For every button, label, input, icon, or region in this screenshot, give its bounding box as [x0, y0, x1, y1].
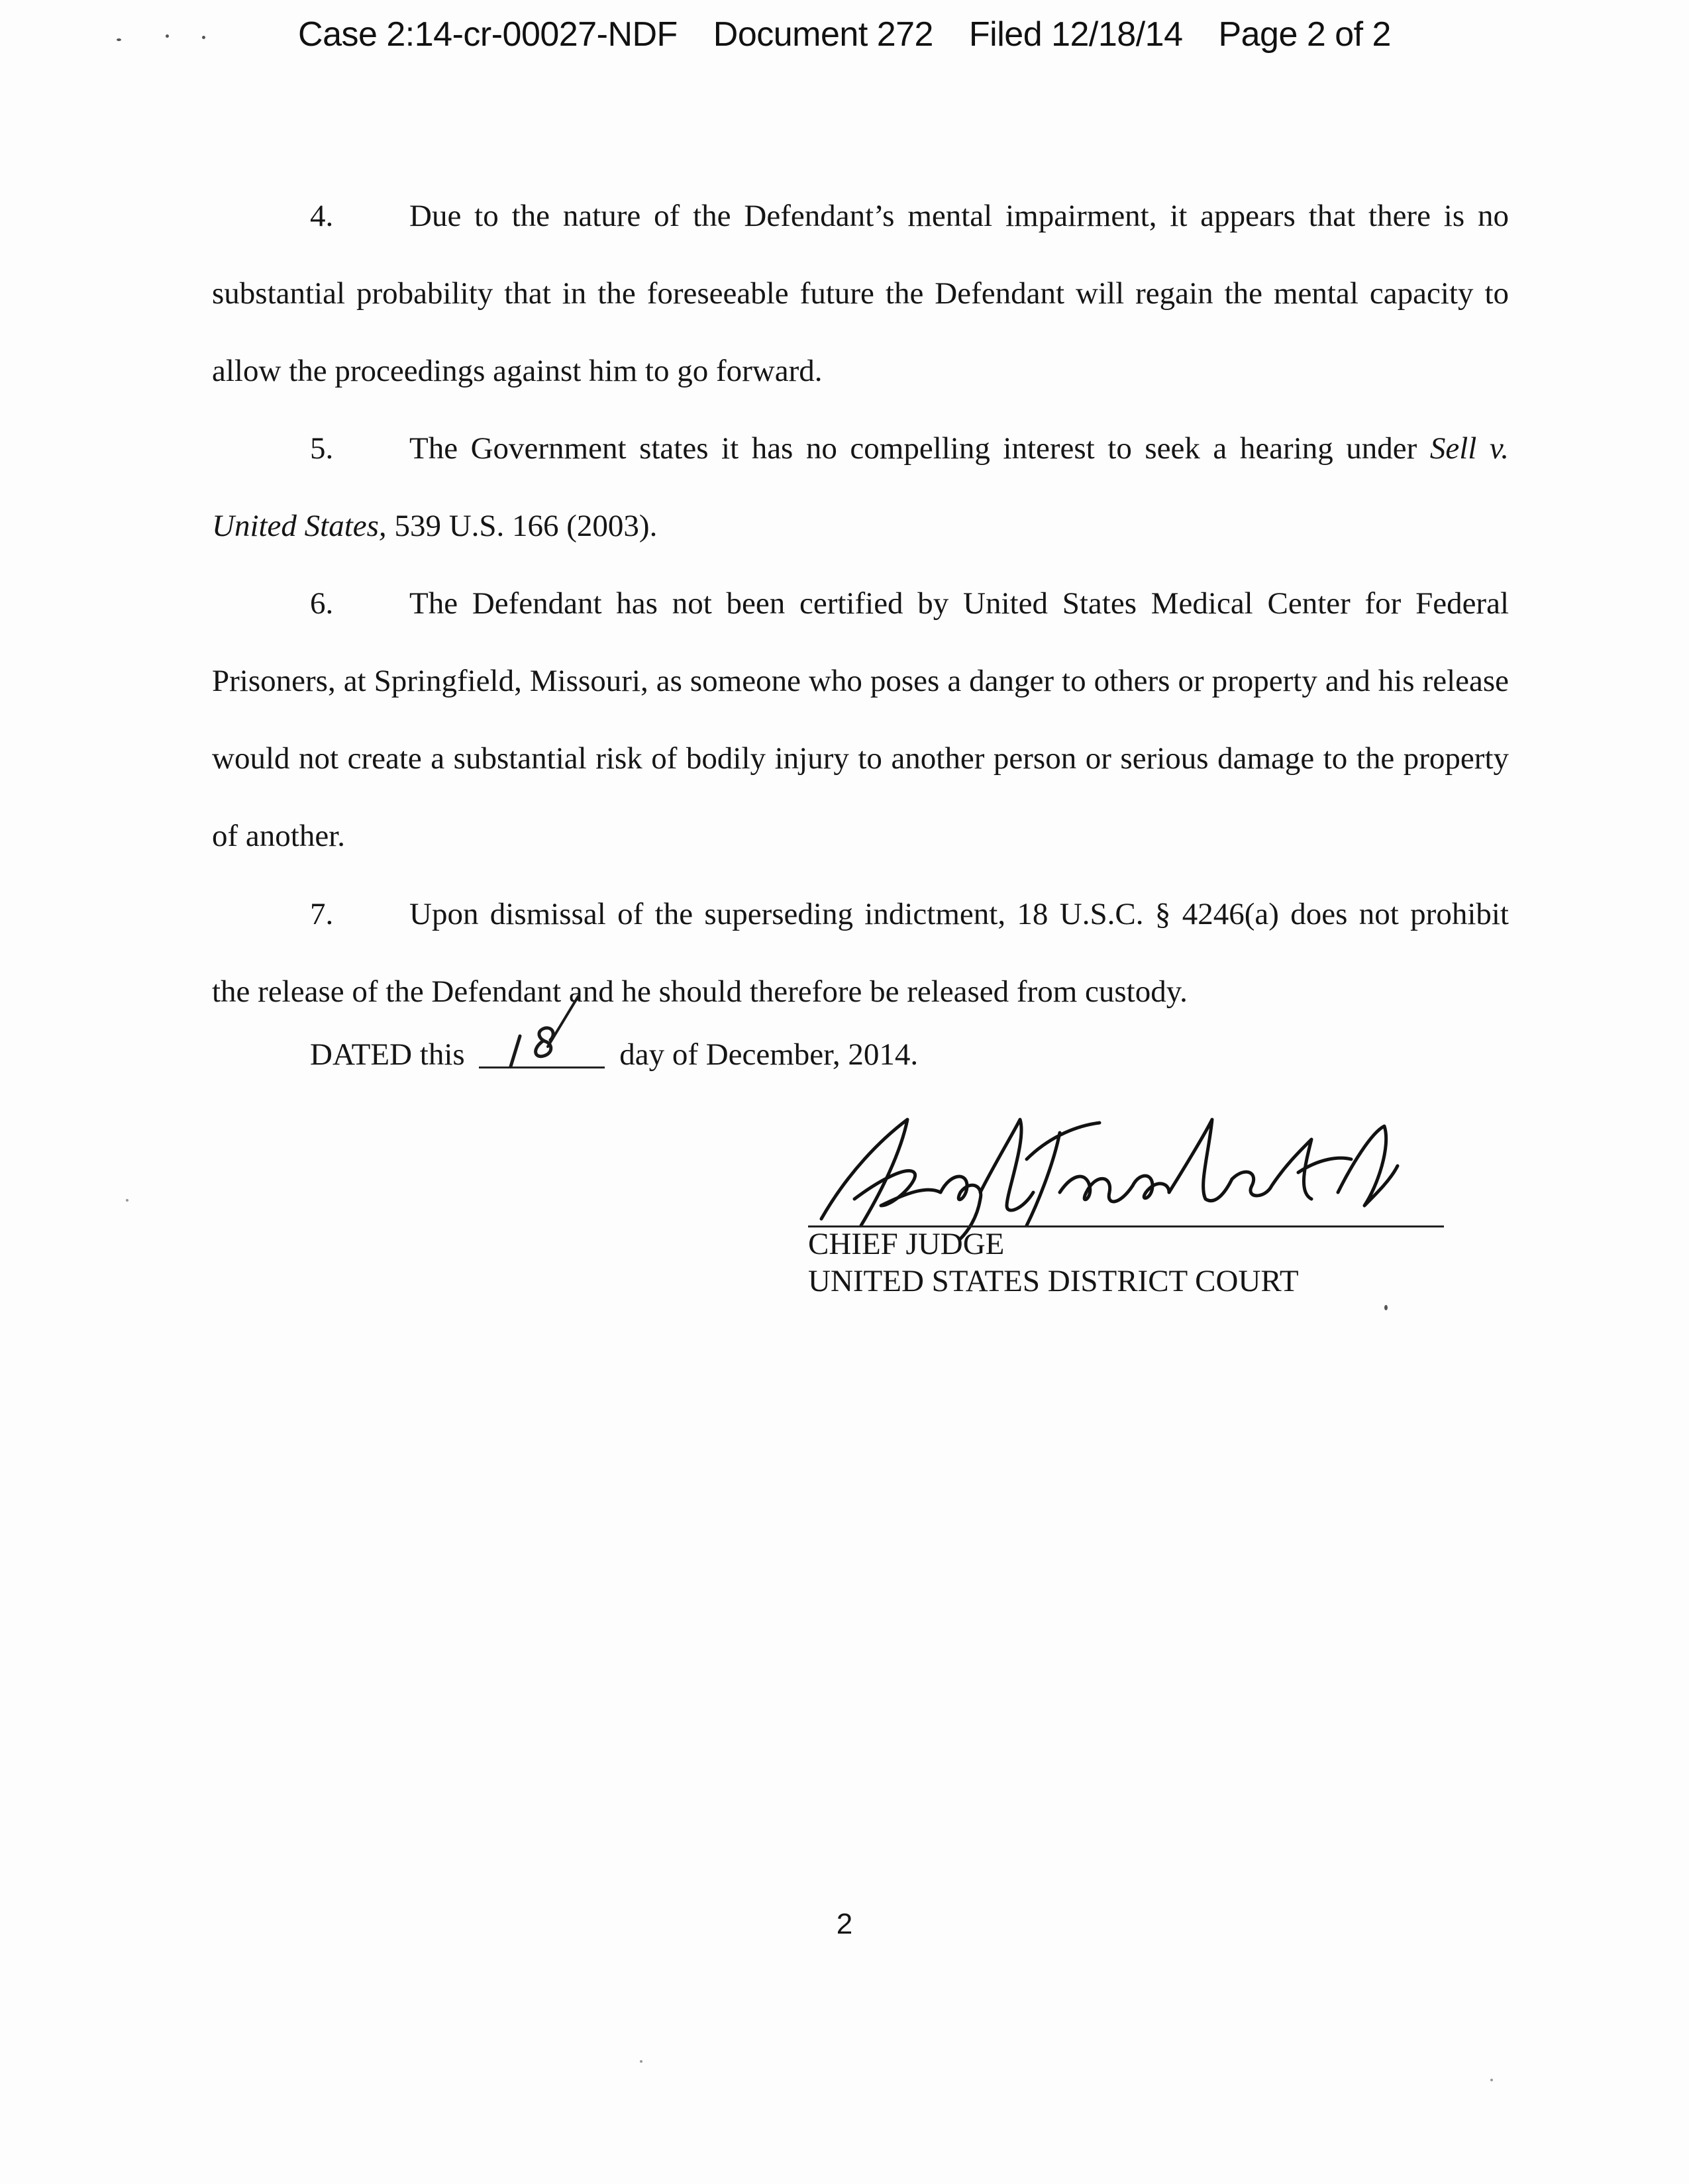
scan-speck	[166, 34, 169, 38]
paragraph-text: Due to the nature of the Defendant’s mental impairment, it appears that there is no substantial probability that in the foreseeable future the Defendant will regain the mental capacity to allow the proceedings against him to go forward.	[212, 199, 1509, 388]
paragraph-7	[212, 876, 1509, 1031]
scan-speck	[126, 1199, 128, 1202]
court-name: UNITED STATES DISTRICT COURT	[808, 1264, 1299, 1298]
page-count: Page 2 of 2	[1218, 15, 1391, 54]
dated-prefix: DATED this	[310, 1037, 465, 1072]
case-citation-name: Sell v. United States,	[212, 431, 1509, 543]
paragraph-5	[212, 410, 1509, 565]
page-number: 2	[836, 1908, 853, 1940]
scan-speck	[117, 38, 121, 41]
judge-signature	[808, 1093, 1444, 1245]
paragraph-text: Upon dismissal of the superseding indictment, 18 U.S.C. § 4246(a) does not prohibit the release of the Defendant and he should therefore be released from custody.	[212, 897, 1509, 1009]
scan-speck	[1490, 2079, 1493, 2081]
paragraph-6	[212, 565, 1509, 875]
scan-speck	[202, 36, 205, 39]
judge-title: CHIEF JUDGE	[808, 1227, 1005, 1261]
paragraph-text: The Defendant has not been certified by United States Medical Center for Federal Prisoners, at Springfield, Missouri, as someone who poses a danger to others or property and his release would not create a substantial risk of bodily injury to another person or serious damage to the property of another.	[212, 586, 1509, 853]
paragraph-4	[212, 178, 1509, 410]
paragraph-number: 6.	[310, 586, 334, 621]
scan-speck	[640, 2060, 642, 2063]
paragraph-number: 4.	[310, 199, 334, 233]
case-number: Case 2:14-cr-00027-NDF	[298, 15, 678, 54]
paragraph-text: The Government states it has no compelling interest to seek a hearing under	[409, 431, 1430, 466]
signer-title	[808, 1225, 1299, 1300]
paragraph-number: 5.	[310, 431, 334, 466]
day-blank	[479, 1033, 605, 1068]
dated-suffix: day of December, 2014.	[619, 1037, 919, 1072]
document-number: Document 272	[713, 15, 933, 54]
paragraph-number: 7.	[310, 897, 334, 931]
scan-speck	[1384, 1305, 1388, 1310]
dated-line	[310, 1033, 918, 1072]
case-header	[0, 15, 1689, 54]
handwritten-day	[479, 992, 605, 1072]
filed-date: Filed 12/18/14	[968, 15, 1183, 54]
case-citation-reporter: 539 U.S. 166 (2003).	[386, 509, 658, 543]
